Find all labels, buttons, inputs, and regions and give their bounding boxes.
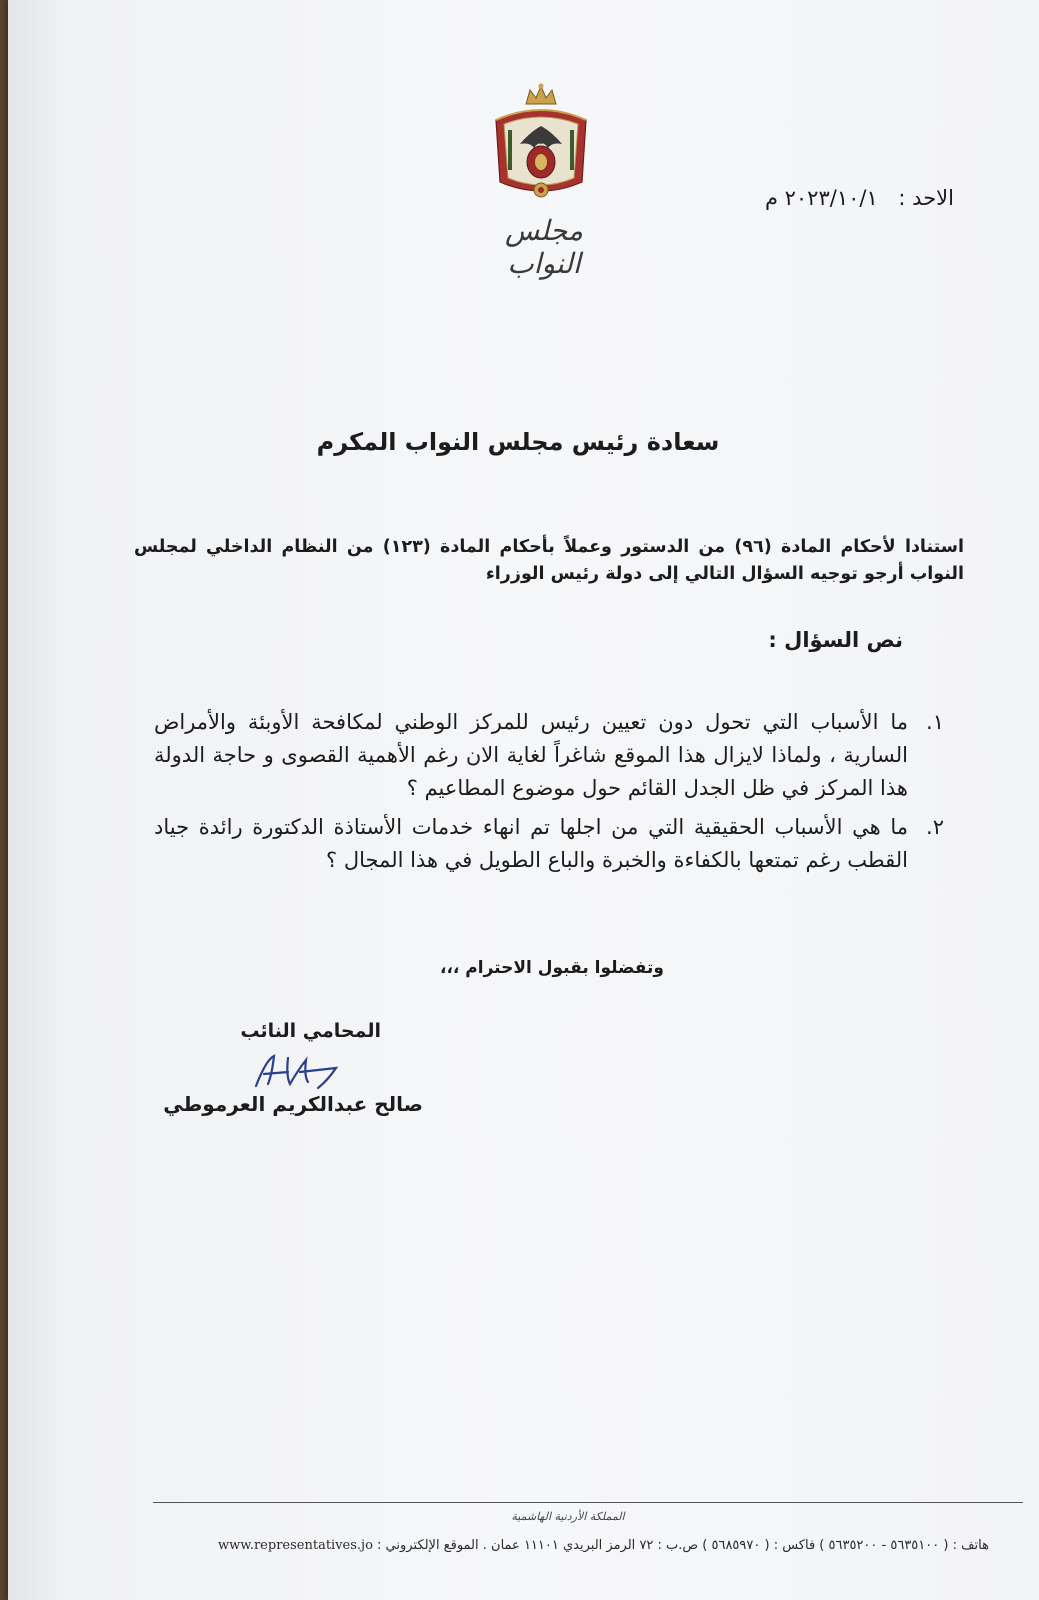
date-value: ٢٠٢٣/١٠/١ م — [764, 186, 878, 210]
closing-line: وتفضلوا بقبول الاحترام ،،، — [440, 958, 664, 978]
footer-divider — [153, 1502, 1023, 1503]
letter-date — [765, 186, 954, 210]
footer-website-link: www.representatives.jo — [218, 1538, 373, 1553]
date-day-label: الاحد : — [898, 186, 954, 210]
question-number: ١. — [926, 710, 944, 734]
signatory-name: صالح عبدالكريم العرموطي — [163, 1092, 423, 1116]
salutation: سعادة رئيس مجلس النواب المكرم — [316, 428, 720, 456]
intro-paragraph: استنادا لأحكام المادة (٩٦) من الدستور وعملاً بأحكام المادة (١٢٣) من النظام الداخلي لمجلس النواب أرجو توجيه السؤال التالي إلى دولة رئيس الوزراء — [134, 537, 965, 584]
handwritten-signature — [248, 1050, 348, 1092]
footer-contact-info — [218, 1538, 989, 1553]
signatory-title: المحامي النائب — [240, 1020, 381, 1042]
question-item — [154, 706, 944, 805]
footer-contact-text: هاتف : ( ٥٦٣٥١٠٠ - ٥٦٣٥٢٠٠ ) فاكس : ( ٥٦٨٥٩٧٠ ) ص.ب : ٧٢ الرمز البريدي ١١١٠١ عمان . الموقع الإلكتروني : — [377, 1538, 989, 1553]
question-text: ما هي الأسباب الحقيقية التي من اجلها تم انهاء خدمات الأستاذة الدكتورة رائدة جياد القطب رغم تمتعها بالكفاءة والخبرة والباع الطويل في هذا المجال ؟ — [154, 815, 908, 872]
question-text: ما الأسباب التي تحول دون تعيين رئيس للمركز الوطني لمكافحة الأوبئة والأمراض السارية ، ولماذا لايزال هذا الموقع شاغراً لغاية الان رغم الأهمية القصوى و حاجة الدولة هذا المركز في ظل الجدل القائم حول موضوع المطاعيم ؟ — [154, 710, 908, 800]
letter-page — [8, 0, 1039, 1600]
jordan-coat-of-arms-icon — [486, 82, 596, 206]
questions-list — [154, 706, 944, 883]
question-heading: نص السؤال : — [768, 628, 903, 652]
footer-kingdom-name: المملكة الأردنية الهاشمية — [511, 1510, 625, 1523]
question-number: ٢. — [926, 815, 944, 839]
house-of-representatives-logotype: مجلس النواب — [504, 214, 584, 280]
question-item — [154, 811, 944, 877]
